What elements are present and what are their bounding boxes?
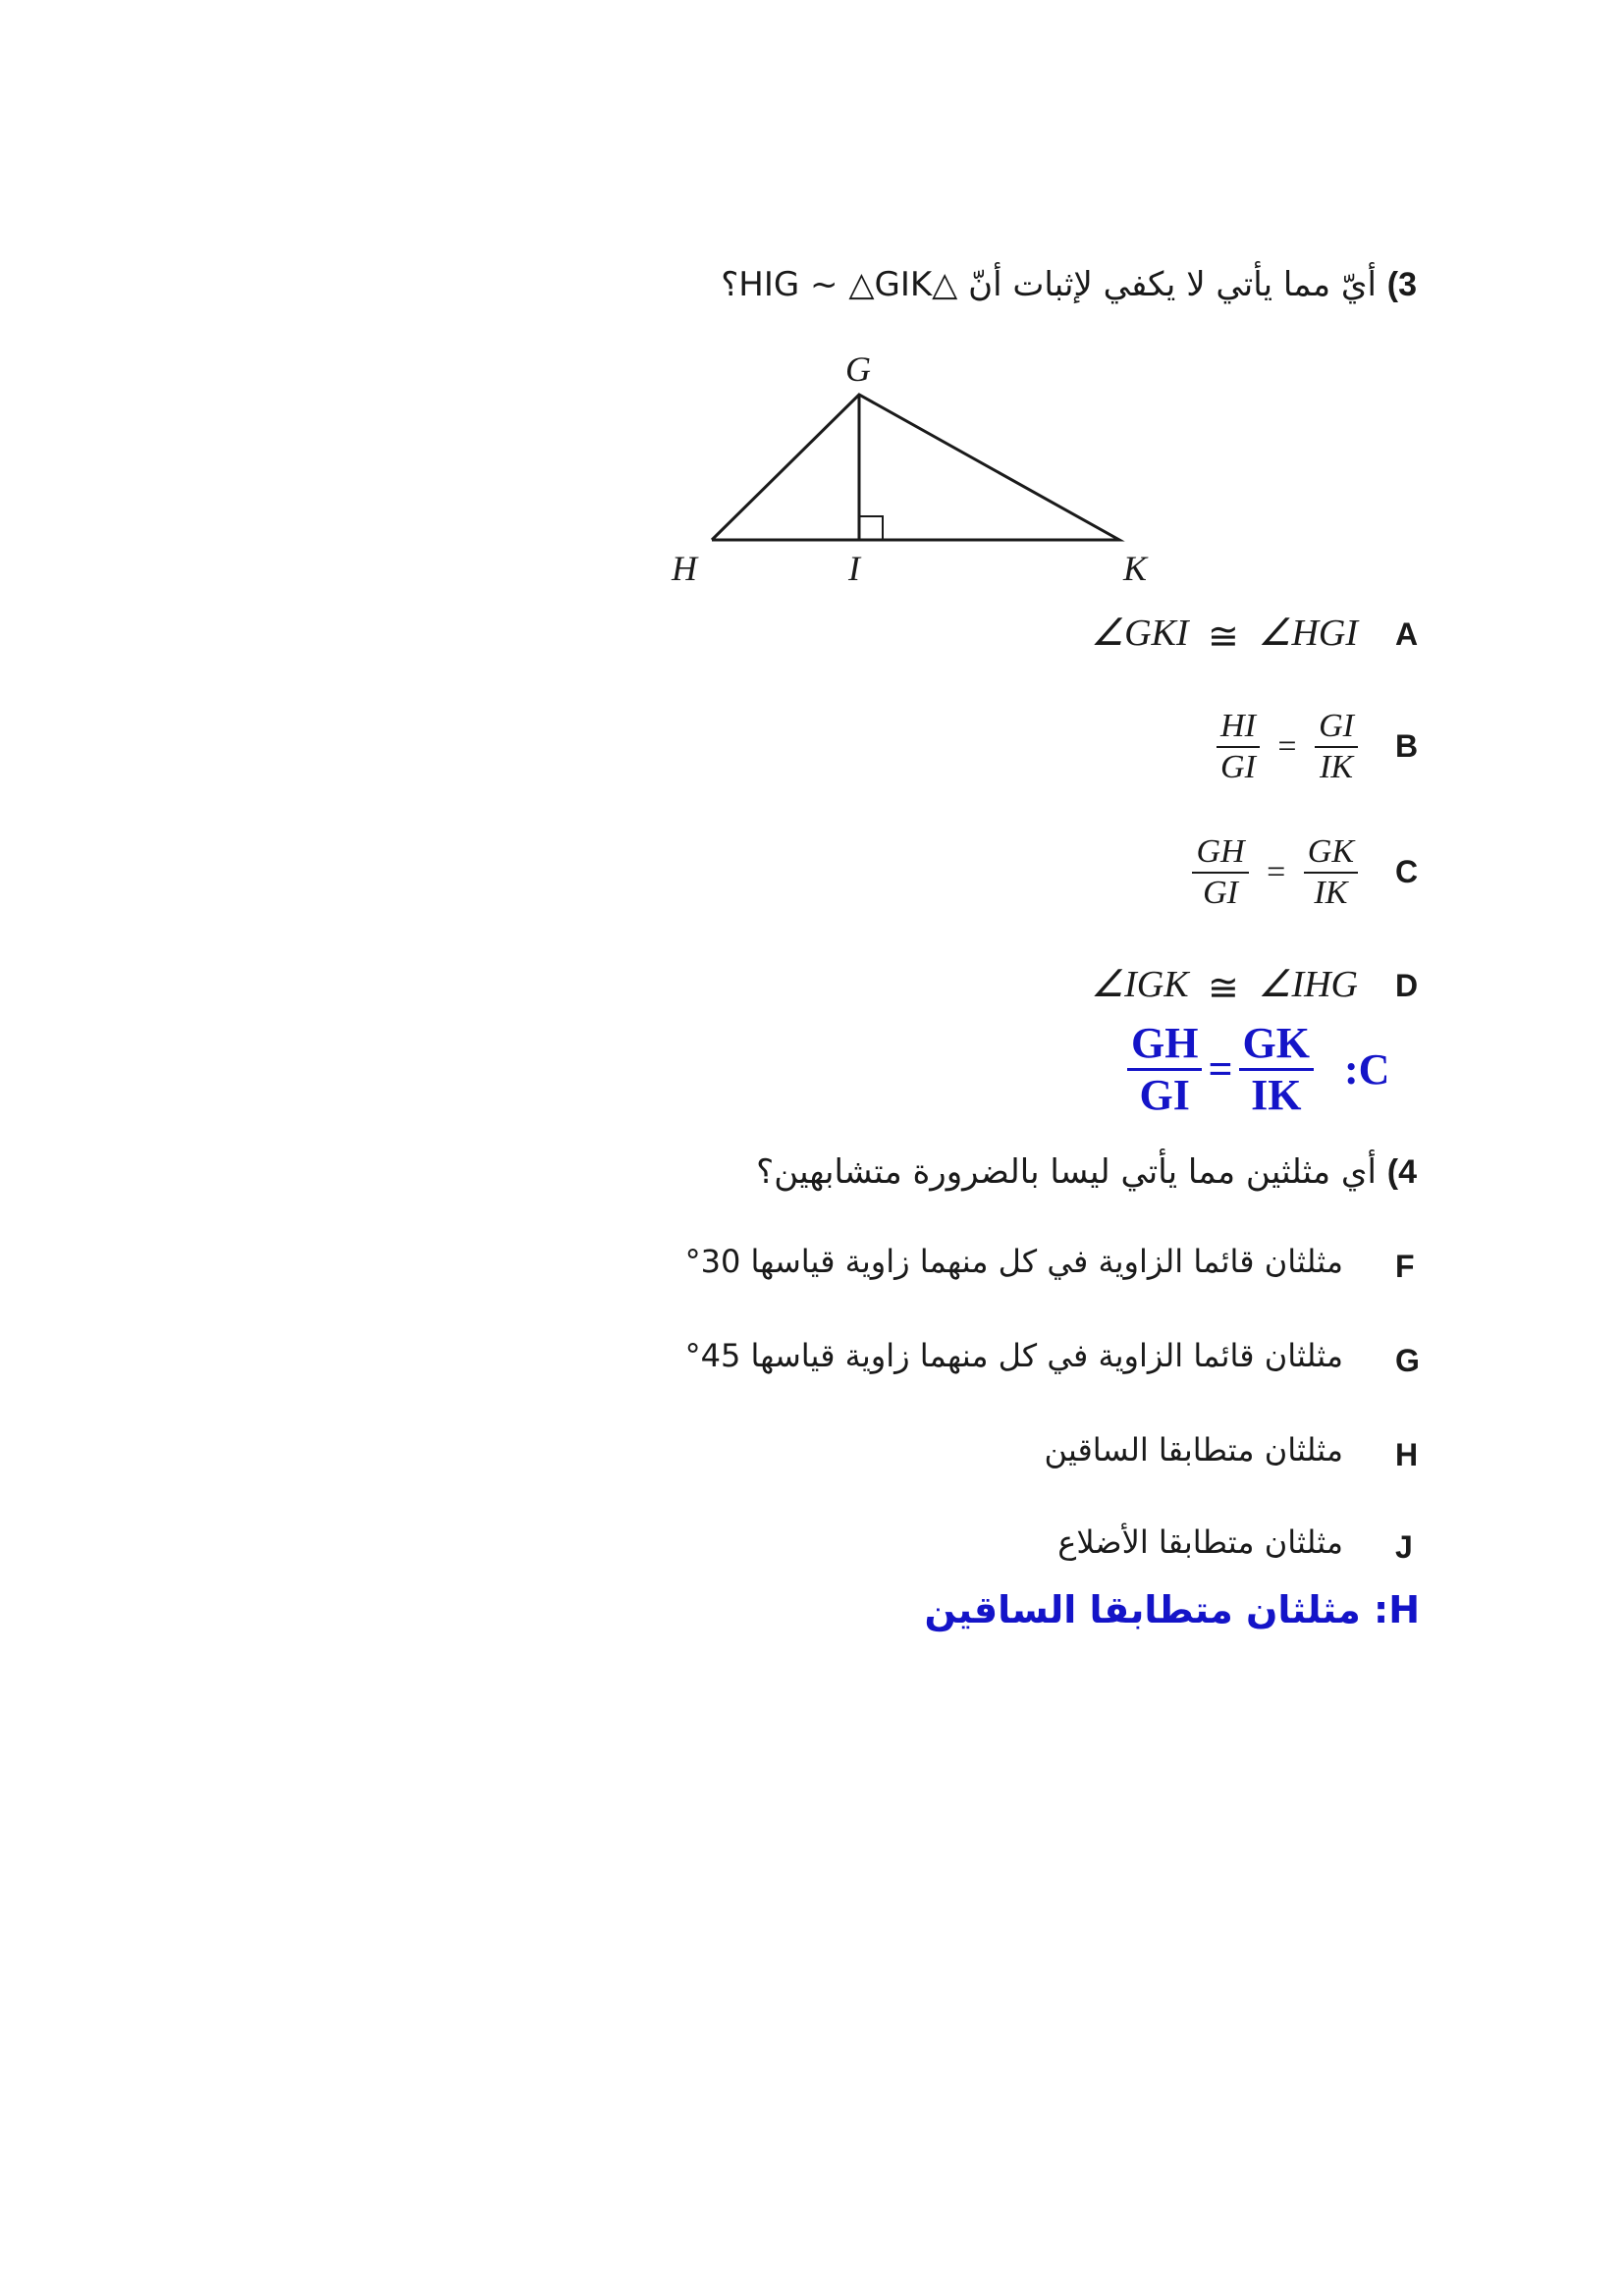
option-c-num-1: GH [1192, 834, 1248, 874]
option-c-den-2: IK [1314, 874, 1348, 911]
option-d-right: ∠IHG [1258, 964, 1358, 1005]
option-j-letter: J [1395, 1529, 1413, 1565]
option-g-letter: G [1395, 1343, 1420, 1378]
option-b-num-2: GI [1315, 709, 1358, 748]
answer-rel: = [1208, 1045, 1233, 1095]
question-4-number: 4) [1386, 1153, 1417, 1191]
option-h-text: مثلثان متطابقا الساقين [1044, 1431, 1343, 1468]
question-3-answer [1127, 1021, 1389, 1118]
option-c-rel: = [1267, 853, 1286, 890]
answer-fraction-1 [1127, 1021, 1202, 1118]
triangle-diagram [638, 344, 1188, 599]
option-c-fraction-2 [1304, 834, 1358, 910]
option-h-letter: H [1395, 1437, 1419, 1472]
option-d-rel: ≅ [1208, 967, 1239, 1009]
answer-label: :C [1343, 1045, 1390, 1095]
option-c-fraction-1 [1192, 834, 1248, 910]
option-b-rel: = [1277, 727, 1297, 765]
option-a-right: ∠HGI [1258, 613, 1358, 654]
option-d-letter: D [1395, 968, 1419, 1003]
option-d-expression [1091, 962, 1358, 1010]
answer-num-2: GK [1239, 1021, 1314, 1071]
option-j-text: مثلثان متطابقا الأضلاع [1057, 1523, 1343, 1561]
option-f-text: مثلثان قائما الزاوية في كل منهما زاوية قياسها 30° [684, 1243, 1343, 1280]
option-c-den-1: GI [1203, 874, 1238, 911]
option-b-num-1: HI [1217, 709, 1260, 748]
vertex-label-g: G [845, 349, 871, 389]
option-b-fraction-2 [1315, 709, 1358, 784]
option-a-letter: A [1395, 616, 1419, 652]
option-f-letter: F [1395, 1249, 1415, 1284]
option-c-num-2: GK [1304, 834, 1358, 874]
option-g-text: مثلثان قائما الزاوية في كل منهما زاوية قياسها 45° [684, 1337, 1343, 1374]
answer-fraction-2 [1239, 1021, 1314, 1118]
answer-den-1: GI [1139, 1071, 1190, 1120]
vertex-label-h: H [672, 549, 697, 588]
option-b-fraction-1 [1217, 709, 1260, 784]
right-angle-mark [859, 516, 883, 540]
option-b-den-2: IK [1320, 748, 1354, 785]
answer-den-2: IK [1251, 1071, 1302, 1120]
question-4-text [756, 1152, 1417, 1192]
question-4-answer: H: مثلثان متطابقا الساقين [924, 1588, 1420, 1631]
question-3-body: أيّ مما يأتي لا يكفي لإثبات أنّ △HIG ~ △GIK؟ [721, 265, 1377, 304]
option-c-letter: C [1395, 854, 1419, 889]
option-c-expression [1192, 834, 1358, 910]
vertex-label-i: I [848, 549, 860, 588]
option-a-left: ∠GKI [1091, 613, 1189, 654]
question-3-text [721, 265, 1417, 304]
option-b-expression [1217, 709, 1358, 784]
option-b-letter: B [1395, 728, 1419, 764]
option-d-left: ∠IGK [1091, 964, 1189, 1005]
question-4-body: أي مثلثين مما يأتي ليسا بالضرورة متشابهين؟ [756, 1152, 1377, 1192]
vertex-label-k: K [1123, 549, 1148, 588]
question-3-number: 3) [1386, 266, 1417, 303]
answer-num-1: GH [1127, 1021, 1202, 1071]
option-b-den-1: GI [1220, 748, 1256, 785]
option-a-rel: ≅ [1208, 615, 1239, 658]
option-a-expression [1091, 611, 1358, 659]
triangle-outline [712, 395, 1119, 540]
